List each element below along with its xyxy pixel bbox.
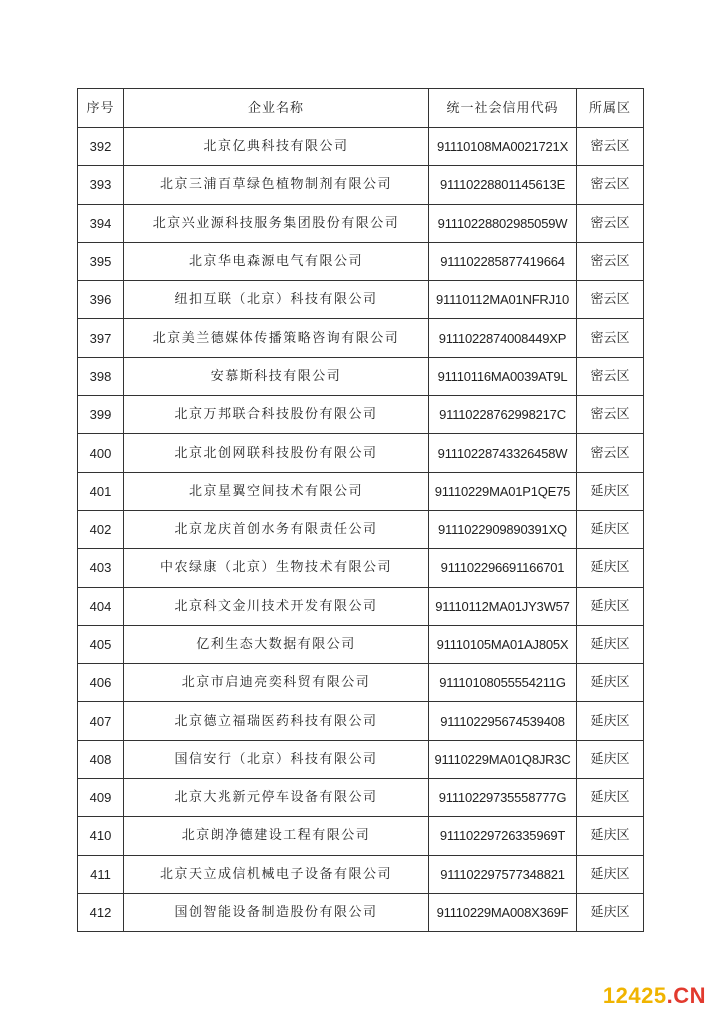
row-credit-code: 91110108MA0021721X <box>429 128 577 166</box>
row-company-name: 北京德立福瑞医药科技有限公司 <box>124 702 429 740</box>
table-header-row <box>78 89 644 128</box>
table-row <box>78 357 644 395</box>
row-company-name: 北京北创网联科技股份有限公司 <box>124 434 429 472</box>
enterprise-table <box>77 88 644 932</box>
row-index: 393 <box>78 166 124 204</box>
row-district: 密云区 <box>577 281 644 319</box>
row-company-name: 北京美兰德媒体传播策略咨询有限公司 <box>124 319 429 357</box>
row-index: 408 <box>78 740 124 778</box>
row-district: 密云区 <box>577 357 644 395</box>
row-district: 延庆区 <box>577 549 644 587</box>
watermark-suffix: .CN <box>666 983 706 1008</box>
row-company-name: 北京星翼空间技术有限公司 <box>124 472 429 510</box>
row-index: 397 <box>78 319 124 357</box>
site-watermark <box>603 983 706 1009</box>
row-index: 402 <box>78 510 124 548</box>
table-row <box>78 472 644 510</box>
row-district: 延庆区 <box>577 625 644 663</box>
table-row <box>78 510 644 548</box>
row-credit-code: 9111022874008449XP <box>429 319 577 357</box>
row-credit-code: 911102296691166701 <box>429 549 577 587</box>
table-row <box>78 281 644 319</box>
row-index: 403 <box>78 549 124 587</box>
row-credit-code: 911102295674539408 <box>429 702 577 740</box>
row-company-name: 国创智能设备制造股份有限公司 <box>124 893 429 931</box>
row-index: 395 <box>78 242 124 280</box>
row-district: 密云区 <box>577 242 644 280</box>
row-credit-code: 9111022909890391XQ <box>429 510 577 548</box>
table-row <box>78 434 644 472</box>
row-company-name: 北京三浦百草绿色植物制剂有限公司 <box>124 166 429 204</box>
row-credit-code: 91110108055554211G <box>429 664 577 702</box>
row-credit-code: 91110228743326458W <box>429 434 577 472</box>
row-credit-code: 91110229735558777G <box>429 779 577 817</box>
row-district: 延庆区 <box>577 893 644 931</box>
row-credit-code: 91110229MA008X369F <box>429 893 577 931</box>
row-index: 411 <box>78 855 124 893</box>
row-company-name: 北京天立成信机械电子设备有限公司 <box>124 855 429 893</box>
table-body <box>78 128 644 932</box>
row-index: 400 <box>78 434 124 472</box>
row-index: 406 <box>78 664 124 702</box>
table-row <box>78 396 644 434</box>
row-credit-code: 91110228801145613E <box>429 166 577 204</box>
table-row <box>78 625 644 663</box>
row-index: 410 <box>78 817 124 855</box>
row-company-name: 安慕斯科技有限公司 <box>124 357 429 395</box>
header-index: 序号 <box>78 89 124 128</box>
row-district: 延庆区 <box>577 779 644 817</box>
table-row <box>78 855 644 893</box>
row-district: 密云区 <box>577 319 644 357</box>
row-company-name: 国信安行（北京）科技有限公司 <box>124 740 429 778</box>
table-row <box>78 817 644 855</box>
row-district: 延庆区 <box>577 472 644 510</box>
row-credit-code: 911102297577348821 <box>429 855 577 893</box>
row-company-name: 北京龙庆首创水务有限责任公司 <box>124 510 429 548</box>
row-index: 398 <box>78 357 124 395</box>
table-row <box>78 664 644 702</box>
table-row <box>78 204 644 242</box>
row-company-name: 北京朗净德建设工程有限公司 <box>124 817 429 855</box>
row-credit-code: 91110229726335969T <box>429 817 577 855</box>
row-district: 密云区 <box>577 204 644 242</box>
row-district: 延庆区 <box>577 664 644 702</box>
row-index: 399 <box>78 396 124 434</box>
row-company-name: 纽扣互联（北京）科技有限公司 <box>124 281 429 319</box>
row-company-name: 北京大兆新元停车设备有限公司 <box>124 779 429 817</box>
header-credit-code: 统一社会信用代码 <box>429 89 577 128</box>
table-row <box>78 166 644 204</box>
row-district: 密云区 <box>577 128 644 166</box>
row-company-name: 亿利生态大数据有限公司 <box>124 625 429 663</box>
row-company-name: 北京市启迪亮奕科贸有限公司 <box>124 664 429 702</box>
table-row <box>78 702 644 740</box>
row-credit-code: 91110112MA01NFRJ10 <box>429 281 577 319</box>
row-district: 延庆区 <box>577 510 644 548</box>
row-credit-code: 911102285877419664 <box>429 242 577 280</box>
row-credit-code: 91110116MA0039AT9L <box>429 357 577 395</box>
row-credit-code: 91110228802985059W <box>429 204 577 242</box>
row-district: 延庆区 <box>577 855 644 893</box>
row-district: 密云区 <box>577 396 644 434</box>
row-district: 延庆区 <box>577 702 644 740</box>
table-row <box>78 242 644 280</box>
table-row <box>78 319 644 357</box>
row-index: 401 <box>78 472 124 510</box>
row-index: 407 <box>78 702 124 740</box>
row-district: 延庆区 <box>577 587 644 625</box>
row-index: 412 <box>78 893 124 931</box>
row-district: 延庆区 <box>577 740 644 778</box>
row-company-name: 北京兴业源科技服务集团股份有限公司 <box>124 204 429 242</box>
row-index: 405 <box>78 625 124 663</box>
row-credit-code: 91110228762998217C <box>429 396 577 434</box>
row-credit-code: 91110229MA01Q8JR3C <box>429 740 577 778</box>
header-company-name: 企业名称 <box>124 89 429 128</box>
row-credit-code: 91110105MA01AJ805X <box>429 625 577 663</box>
row-district: 延庆区 <box>577 817 644 855</box>
header-district: 所属区 <box>577 89 644 128</box>
row-company-name: 北京华电森源电气有限公司 <box>124 242 429 280</box>
row-company-name: 北京科文金川技术开发有限公司 <box>124 587 429 625</box>
row-credit-code: 91110112MA01JY3W57 <box>429 587 577 625</box>
row-company-name: 北京万邦联合科技股份有限公司 <box>124 396 429 434</box>
watermark-main: 12425 <box>602 983 667 1008</box>
row-company-name: 中农绿康（北京）生物技术有限公司 <box>124 549 429 587</box>
row-index: 396 <box>78 281 124 319</box>
row-index: 404 <box>78 587 124 625</box>
table-row <box>78 740 644 778</box>
row-index: 409 <box>78 779 124 817</box>
table-row <box>78 587 644 625</box>
table-row <box>78 549 644 587</box>
table-row <box>78 893 644 931</box>
row-index: 394 <box>78 204 124 242</box>
row-district: 密云区 <box>577 434 644 472</box>
row-district: 密云区 <box>577 166 644 204</box>
row-credit-code: 91110229MA01P1QE75 <box>429 472 577 510</box>
table-row <box>78 779 644 817</box>
row-company-name: 北京亿典科技有限公司 <box>124 128 429 166</box>
row-index: 392 <box>78 128 124 166</box>
table-row <box>78 128 644 166</box>
